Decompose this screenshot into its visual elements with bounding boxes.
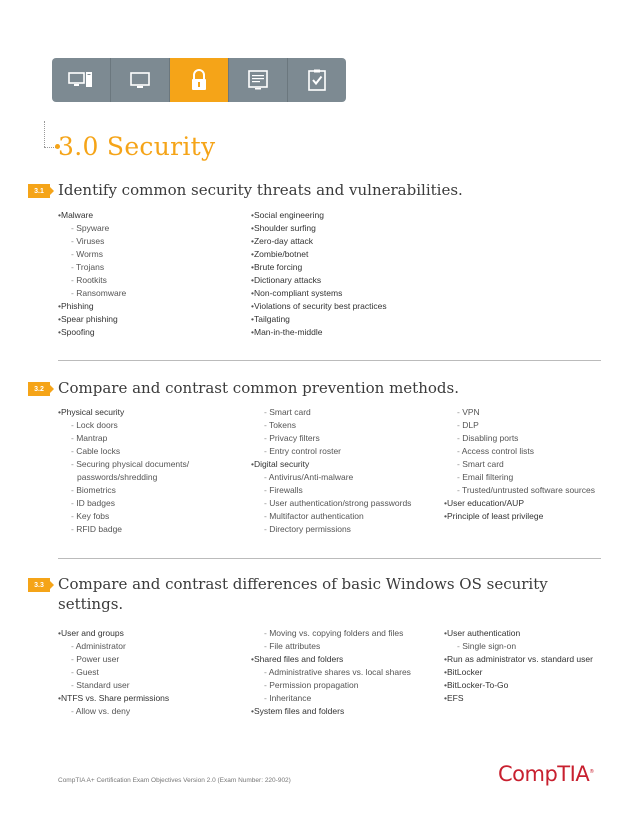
list-item: • Malware bbox=[58, 209, 126, 222]
sub-list-item: - Tokens bbox=[251, 419, 411, 432]
document-icon bbox=[245, 67, 271, 93]
sub-list-item: - Guest bbox=[58, 666, 169, 679]
section-column bbox=[251, 627, 411, 718]
section-heading: Compare and contrast common prevention methods. bbox=[58, 379, 459, 397]
sub-list-item: - Administrator bbox=[58, 640, 169, 653]
section-divider bbox=[58, 558, 601, 559]
list-item: • Zero-day attack bbox=[251, 235, 387, 248]
list-item: • EFS bbox=[444, 692, 593, 705]
list-item: • Shared files and folders bbox=[251, 653, 411, 666]
sub-list-item: - Entry control roster bbox=[251, 445, 411, 458]
sub-list-item: - Rootkits bbox=[58, 274, 126, 287]
sub-list-item: - Trusted/untrusted software sources bbox=[444, 484, 595, 497]
list-item: • Zombie/botnet bbox=[251, 248, 387, 261]
list-item: • Spear phishing bbox=[58, 313, 126, 326]
sub-list-item: - Email filtering bbox=[444, 471, 595, 484]
section-number-badge: 3.3 bbox=[28, 578, 50, 592]
section-divider bbox=[58, 360, 601, 361]
tab-documents[interactable] bbox=[229, 58, 288, 102]
tab-hardware[interactable] bbox=[52, 58, 111, 102]
section-column bbox=[444, 627, 593, 705]
sub-list-item: - Trojans bbox=[58, 261, 126, 274]
sub-list-item: - User authentication/strong passwords bbox=[251, 497, 411, 510]
lock-icon bbox=[186, 67, 212, 93]
footer-text: CompTIA A+ Certification Exam Objectives Version 2.0 (Exam Number: 220-902) bbox=[58, 777, 291, 784]
sub-list-item: - Standard user bbox=[58, 679, 169, 692]
list-item: • BitLocker-To-Go bbox=[444, 679, 593, 692]
logo-registered-mark: ® bbox=[589, 769, 594, 775]
sub-list-item: - Antivirus/Anti-malware bbox=[251, 471, 411, 484]
list-item: • Dictionary attacks bbox=[251, 274, 387, 287]
list-item: • BitLocker bbox=[444, 666, 593, 679]
list-item: • Run as administrator vs. standard user bbox=[444, 653, 593, 666]
section-column bbox=[58, 627, 169, 718]
list-item: • User and groups bbox=[58, 627, 169, 640]
section-number-badge: 3.1 bbox=[28, 184, 50, 198]
tab-security[interactable] bbox=[170, 58, 229, 102]
sub-list-item: - Directory permissions bbox=[251, 523, 411, 536]
list-item: • Tailgating bbox=[251, 313, 387, 326]
section-column bbox=[444, 406, 595, 523]
sub-list-item: - ID badges bbox=[58, 497, 189, 510]
sub-list-item: - Ransomware bbox=[58, 287, 126, 300]
sub-list-item: - Moving vs. copying folders and files bbox=[251, 627, 411, 640]
list-item: • Digital security bbox=[251, 458, 411, 471]
list-item: • Social engineering bbox=[251, 209, 387, 222]
sub-list-item: - RFID badge bbox=[58, 523, 189, 536]
sub-list-item: - Inheritance bbox=[251, 692, 411, 705]
sub-list-item: - Viruses bbox=[58, 235, 126, 248]
sub-list-item: - Securing physical documents/ bbox=[58, 458, 189, 471]
sub-list-item: - Lock doors bbox=[58, 419, 189, 432]
section-column bbox=[58, 406, 189, 536]
list-item: • User authentication bbox=[444, 627, 593, 640]
sub-list-item: - Cable locks bbox=[58, 445, 189, 458]
sub-list-item: - Power user bbox=[58, 653, 169, 666]
page-title: 3.0 Security bbox=[58, 132, 216, 161]
list-item: • Spoofing bbox=[58, 326, 126, 339]
sub-list-item: - Administrative shares vs. local shares bbox=[251, 666, 411, 679]
sub-list-item: - Disabling ports bbox=[444, 432, 595, 445]
sub-list-item: - Allow vs. deny bbox=[58, 705, 169, 718]
sub-list-item: - Key fobs bbox=[58, 510, 189, 523]
comptia-logo bbox=[498, 762, 594, 786]
sub-list-item: - Single sign-on bbox=[444, 640, 593, 653]
sub-list-item: - File attributes bbox=[251, 640, 411, 653]
section-column bbox=[251, 406, 411, 536]
sub-list-item: - Biometrics bbox=[58, 484, 189, 497]
list-item: • Shoulder surfing bbox=[251, 222, 387, 235]
section-column bbox=[58, 209, 126, 339]
sub-list-item: - Access control lists bbox=[444, 445, 595, 458]
tab-operating-systems[interactable] bbox=[111, 58, 170, 102]
sub-list-item: - Smart card bbox=[444, 458, 595, 471]
sub-list-item: - VPN bbox=[444, 406, 595, 419]
sub-list-item: passwords/shredding bbox=[77, 472, 158, 482]
section-heading: Compare and contrast differences of basic Windows OS security settings. bbox=[58, 575, 548, 613]
sub-list-item: - Mantrap bbox=[58, 432, 189, 445]
list-item: • Principle of least privilege bbox=[444, 510, 595, 523]
section-heading: Identify common security threats and vulnerabilities. bbox=[58, 181, 463, 199]
list-item: • Violations of security best practices bbox=[251, 300, 387, 313]
logo-text: CompTIA bbox=[498, 762, 590, 786]
sub-list-item: - Spyware bbox=[58, 222, 126, 235]
list-item: • User education/AUP bbox=[444, 497, 595, 510]
desktop-tower-icon bbox=[68, 67, 94, 93]
sub-list-item: - Firewalls bbox=[251, 484, 411, 497]
tab-operational-procedures[interactable] bbox=[288, 58, 346, 102]
section-column bbox=[251, 209, 387, 339]
list-item: • System files and folders bbox=[251, 705, 411, 718]
sub-list-item: - DLP bbox=[444, 419, 595, 432]
guide-line-vertical bbox=[44, 121, 46, 147]
sub-list-item: - Smart card bbox=[251, 406, 411, 419]
list-item: • NTFS vs. Share permissions bbox=[58, 692, 169, 705]
section-number-badge: 3.2 bbox=[28, 382, 50, 396]
sub-list-item: - Multifactor authentication bbox=[251, 510, 411, 523]
category-tabs bbox=[52, 58, 346, 102]
sub-list-item: - Permission propagation bbox=[251, 679, 411, 692]
list-item: • Man-in-the-middle bbox=[251, 326, 387, 339]
list-item: • Physical security bbox=[58, 406, 189, 419]
clipboard-check-icon bbox=[304, 67, 330, 93]
list-item: • Brute forcing bbox=[251, 261, 387, 274]
sub-list-item: - Privacy filters bbox=[251, 432, 411, 445]
monitor-icon bbox=[127, 67, 153, 93]
list-item: • Non-compliant systems bbox=[251, 287, 387, 300]
list-item: • Phishing bbox=[58, 300, 126, 313]
sub-list-item: - Worms bbox=[58, 248, 126, 261]
